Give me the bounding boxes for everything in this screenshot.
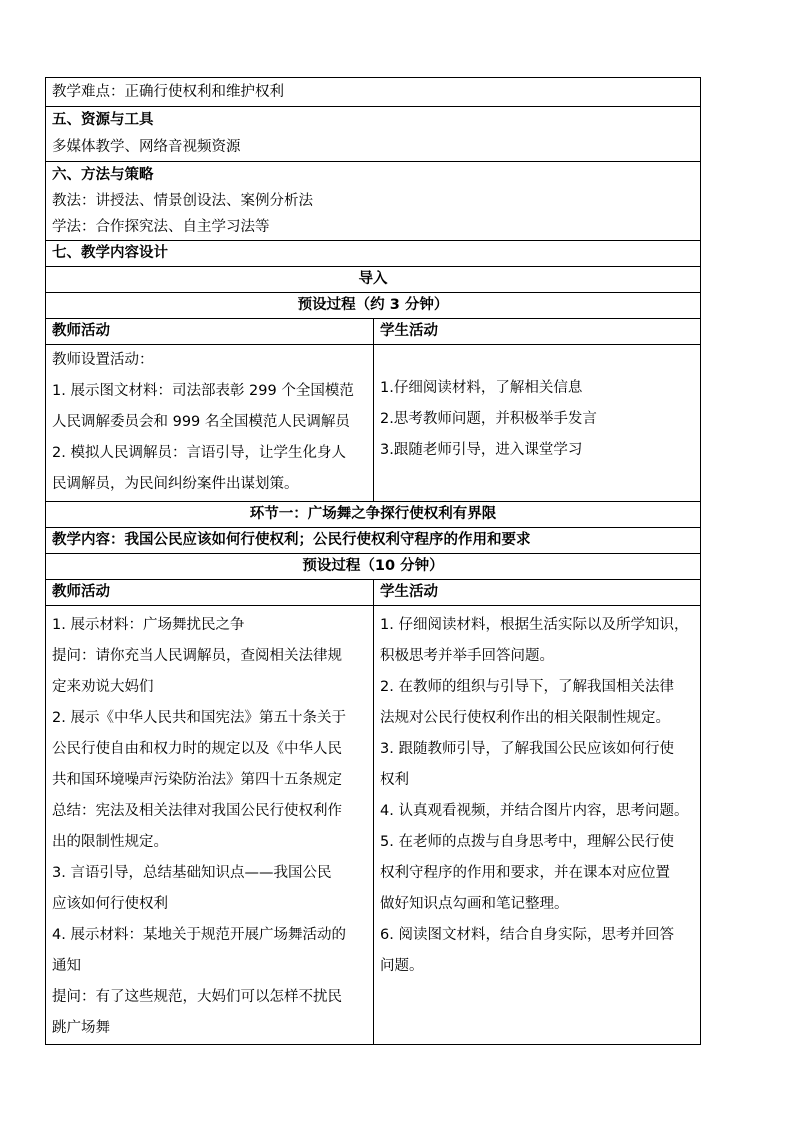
intro-activity-row: [46, 345, 701, 502]
intro-teacher-column-header: 教师活动: [46, 319, 374, 345]
difficulty-row: [46, 78, 701, 107]
section1-teacher-line: 提问：请你充当人民调解员，查阅相关法律规: [52, 648, 342, 664]
section1-teacher-line: 3. 言语引导，总结基础知识点——我国公民: [52, 865, 332, 881]
section1-teacher-line: 通知: [52, 958, 81, 974]
methods-teach: 教法：讲授法、情景创设法、案例分析法: [52, 193, 313, 209]
section1-teacher-line: 提问：有了这些规范，大妈们可以怎样不扰民: [52, 989, 342, 1005]
resources-row: [46, 107, 701, 162]
section1-teacher-line: 跳广场舞: [52, 1020, 110, 1036]
section1-student-line: 4. 认真观看视频，并结合图片内容，思考问题。: [380, 803, 689, 819]
section1-student-line: 6. 阅读图文材料，结合自身实际，思考并回答: [380, 927, 674, 943]
intro-column-header-row: [46, 319, 701, 345]
intro-student-line: 1.仔细阅读材料，了解相关信息: [380, 380, 583, 396]
section1-teacher-line: 1. 展示材料：广场舞扰民之争: [52, 617, 245, 633]
section1-process-row: [46, 554, 701, 580]
section1-student-line: 权利: [380, 772, 409, 788]
section1-student-line: 法规对公民行使权利作出的相关限制性规定。: [380, 710, 670, 726]
section1-teacher-line: 定来劝说大妈们: [52, 679, 154, 695]
intro-teacher-line: 1. 展示图文材料：司法部表彰 299 个全国模范: [52, 383, 354, 399]
section1-teacher-line: 4. 展示材料：某地关于规范开展广场舞活动的: [52, 927, 346, 943]
section1-title: 环节一：广场舞之争探行使权利有界限: [46, 502, 701, 528]
resources-text: 多媒体教学、网络音视频资源: [52, 139, 241, 155]
intro-student-line: 3.跟随老师引导，进入课堂学习: [380, 442, 583, 458]
intro-teacher-line: 2. 模拟人民调解员：言语引导，让学生化身人: [52, 445, 346, 461]
section1-process: 预设过程（10 分钟）: [46, 554, 701, 580]
section1-teacher-line: 应该如何行使权利: [52, 896, 168, 912]
section1-teacher-line: 2. 展示《中华人民共和国宪法》第五十条关于: [52, 710, 346, 726]
intro-title: 导入: [46, 267, 701, 293]
section1-student-line: 5. 在老师的点拨与自身思考中，理解公民行使: [380, 834, 674, 850]
section1-teacher-cell: [46, 606, 374, 1045]
intro-teacher-line: 民调解员，为民间纠纷案件出谋划策。: [52, 476, 299, 492]
section1-student-cell: [374, 606, 701, 1045]
section1-teacher-column-header: 教师活动: [46, 580, 374, 606]
section1-student-line: 1. 仔细阅读材料，根据生活实际以及所学知识，: [380, 617, 689, 633]
section1-teacher-line: 共和国环境噪声污染防治法》第四十五条规定: [52, 772, 342, 788]
intro-process: 预设过程（约 3 分钟）: [46, 293, 701, 319]
section1-title-row: [46, 502, 701, 528]
section1-activity-row: [46, 606, 701, 1045]
section1-teacher-line: 出的限制性规定。: [52, 834, 168, 850]
lesson-plan-table: [45, 77, 701, 1045]
intro-student-column-header: 学生活动: [374, 319, 701, 345]
section1-student-line: 问题。: [380, 958, 424, 974]
intro-teacher-line: 人民调解委员会和 999 名全国模范人民调解员: [52, 414, 350, 430]
intro-student-cell: [374, 345, 701, 502]
section1-content: 教学内容：我国公民应该如何行使权利；公民行使权利守程序的作用和要求: [46, 528, 701, 554]
section1-teacher-line: 总结：宪法及相关法律对我国公民行使权利作: [52, 803, 342, 819]
section1-content-row: [46, 528, 701, 554]
design-heading: 七、教学内容设计: [46, 241, 701, 267]
intro-process-row: [46, 293, 701, 319]
methods-heading: 六、方法与策略: [52, 167, 154, 183]
difficulty-text: 教学难点：正确行使权利和维护权利: [46, 78, 701, 107]
methods-learn: 学法：合作探究法、自主学习法等: [52, 219, 270, 235]
section1-student-line: 权利守程序的作用和要求，并在课本对应位置: [380, 865, 670, 881]
intro-title-row: [46, 267, 701, 293]
section1-student-line: 3. 跟随教师引导，了解我国公民应该如何行使: [380, 741, 674, 757]
section1-student-line: 2. 在教师的组织与引导下，了解我国相关法律: [380, 679, 674, 695]
methods-row: [46, 162, 701, 241]
resources-heading: 五、资源与工具: [52, 112, 154, 128]
section1-student-line: 做好知识点勾画和笔记整理。: [380, 896, 569, 912]
lesson-plan-page: [45, 77, 700, 1045]
section1-student-line: 积极思考并举手回答问题。: [380, 648, 554, 664]
intro-teacher-cell: [46, 345, 374, 502]
design-heading-row: [46, 241, 701, 267]
section1-teacher-line: 公民行使自由和权力时的规定以及《中华人民: [52, 741, 342, 757]
intro-student-line: 2.思考教师问题，并积极举手发言: [380, 411, 597, 427]
section1-student-column-header: 学生活动: [374, 580, 701, 606]
section1-column-header-row: [46, 580, 701, 606]
intro-teacher-line: 教师设置活动：: [52, 352, 154, 368]
